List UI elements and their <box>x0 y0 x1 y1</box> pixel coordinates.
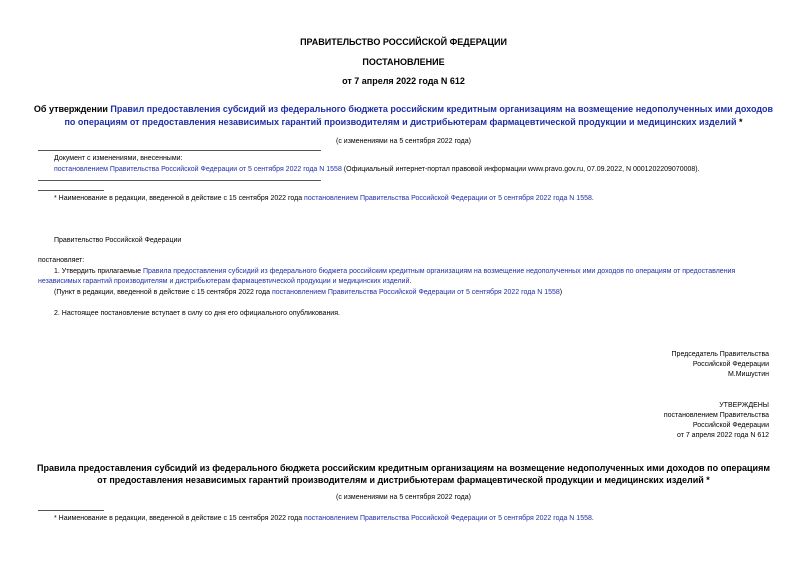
decrees-word: постановляет: <box>38 257 85 264</box>
footnote-link[interactable]: постановлением Правительства Российской Федерации от 5 сентября 2022 года N 1558 <box>304 515 592 522</box>
edit-note-prefix: (Пункт в редакции, введенной в действие с 15 сентября 2022 года <box>54 289 272 296</box>
title-prefix: Об утверждении <box>33 104 111 114</box>
signer-title: Председатель Правительства <box>671 351 769 358</box>
changes-note: (с изменениями на 5 сентября 2022 года) <box>336 138 471 145</box>
approved-org: Российской Федерации <box>692 422 769 429</box>
item-2: 2. Настоящее постановление вступает в силу со дня его официального опубликования. <box>54 310 340 317</box>
document-title-line1 <box>0 104 807 114</box>
footnote-text: * Наименование в редакции, введенной в действие с 15 сентября 2022 года <box>54 515 305 522</box>
item-1-end: . <box>409 278 412 285</box>
item-1-edit-note <box>54 289 562 296</box>
title-rules-link[interactable]: Правил предоставления субсидий из федерального бюджета российским кредитным организациям на возмещение недополученных ими доходов <box>110 104 774 114</box>
footnote-link[interactable]: постановлением Правительства Российской Федерации от 5 сентября 2022 года N 1558 <box>304 195 592 202</box>
amendment-link[interactable]: постановлением Правительства Российской Федерации от 5 сентября 2022 года N 1558 <box>54 166 342 173</box>
signer-org: Российской Федерации <box>692 361 769 368</box>
document-date-number: от 7 апреля 2022 года N 612 <box>342 76 465 86</box>
amendment-source: (Официальный интернет-портал правовой информации www.pravo.gov.ru, 07.09.2022, N 0001202209070008). <box>341 166 700 173</box>
approved-label: УТВЕРЖДЕНЫ <box>719 402 769 409</box>
footnote-end: . <box>591 195 594 202</box>
title-rules-link-cont[interactable]: по операциям от предоставления независимых гарантий производителям и дистрибьютерам фармацевтической продукции и медицинских изделий <box>64 117 737 127</box>
footnote-end: . <box>591 515 594 522</box>
divider <box>38 180 321 181</box>
item-1-line1 <box>54 268 735 275</box>
item-1-prefix: 1. Утвердить прилагаемые <box>54 268 143 275</box>
rules-link[interactable]: Правила предоставления субсидий из федерального бюджета российским кредитным организациям на возмещение недополученных ими доходов по операциям от предоставления <box>142 268 736 275</box>
government-subject: Правительство Российской Федерации <box>54 237 182 244</box>
document-type: ПОСТАНОВЛЕНИЕ <box>362 57 445 67</box>
signer-name: М.Мишустин <box>727 371 769 378</box>
footnote-divider <box>38 190 104 191</box>
footnote-divider <box>38 510 104 511</box>
amendments-entry <box>54 166 700 173</box>
approved-date: от 7 апреля 2022 года N 612 <box>676 432 769 439</box>
rules-title-line2: от предоставления независимых гарантий производителям и дистрибьютерам фармацевтической продукции и медицинских изделий * <box>97 475 710 485</box>
title-suffix: * <box>736 117 743 127</box>
footnote-text: * Наименование в редакции, введенной в действие с 15 сентября 2022 года <box>54 195 305 202</box>
document-title-line2 <box>0 117 807 127</box>
amendments-heading: Документ с изменениями, внесенными: <box>54 155 183 162</box>
edit-note-link[interactable]: постановлением Правительства Российской Федерации от 5 сентября 2022 года N 1558 <box>271 289 560 296</box>
rules-link-cont[interactable]: независимых гарантий производителям и дистрибьютерам фармацевтической продукции и медицинских изделий <box>38 278 410 285</box>
changes-note-2: (с изменениями на 5 сентября 2022 года) <box>336 494 471 501</box>
edit-note-end: ) <box>559 289 563 296</box>
footnote-2 <box>54 515 594 522</box>
footnote-1 <box>54 195 594 202</box>
item-1-line2 <box>38 278 411 285</box>
approved-by: постановлением Правительства <box>663 412 769 419</box>
government-name: ПРАВИТЕЛЬСТВО РОССИЙСКОЙ ФЕДЕРАЦИИ <box>300 37 507 47</box>
divider <box>38 150 321 151</box>
rules-title-line1: Правила предоставления субсидий из федерального бюджета российским кредитным организациям на возмещение недополученных ими доходов по операциям <box>36 463 770 473</box>
